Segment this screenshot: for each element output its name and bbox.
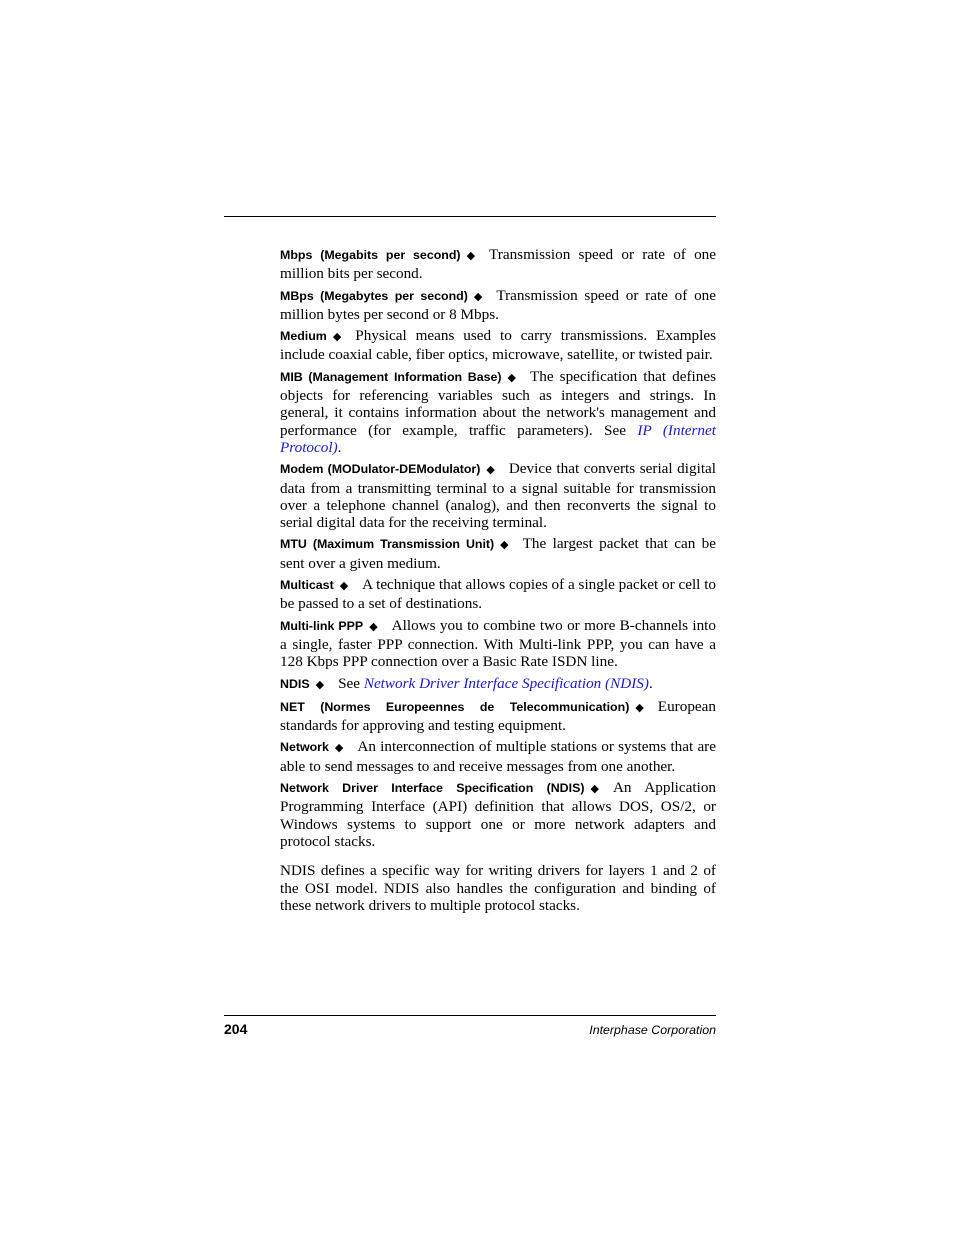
diamond-icon: ◆: [500, 539, 509, 552]
entry-term: Multicast: [280, 578, 334, 593]
glossary-entry: [280, 738, 716, 775]
see-label: See: [338, 674, 361, 692]
glossary-entry: [280, 617, 716, 671]
diamond-icon: ◆: [334, 742, 344, 755]
diamond-icon: ◆: [486, 464, 495, 477]
glossary-entry: [280, 779, 716, 850]
entry-term: NET (Normes Europeennes de Telecommunication): [280, 699, 630, 714]
ndis-link[interactable]: Network Driver Interface Specification (NDIS): [363, 674, 649, 692]
entry-term: Modem (MODulator-DEModulator): [280, 462, 481, 477]
entry-definition: A technique that allows copies of a single packet or cell to be passed to a set of destinations.: [280, 576, 717, 613]
entry-term: MTU (Maximum Transmission Unit): [280, 537, 495, 552]
entry-term: MIB (Management Information Base): [280, 369, 502, 384]
entry-definition: Physical means used to carry transmissions. Examples include coaxial cable, fiber optics, microwave, satellite, or twisted pair.: [280, 327, 716, 364]
entry-definition: An Application Programming Interface (API) definition that allows DOS, OS/2, or Windows systems to support one or more network adapters and protocol stacks.: [280, 779, 717, 850]
entry-definition: Device that converts serial digital data from a transmitting terminal to a signal suitable for transmission over a telephone channel (analog), and then reconverts the signal to serial digital data for the receiving terminal.: [280, 460, 716, 532]
entry-definition: European standards for approving and testing equipment.: [280, 697, 716, 735]
page-number: 204: [224, 1021, 248, 1037]
glossary-entry: [280, 535, 716, 572]
diamond-icon: ◆: [466, 250, 476, 262]
glossary-entry: [280, 698, 716, 735]
ip-protocol-link[interactable]: IP (Internet Protocol): [280, 421, 716, 456]
diamond-icon: ◆: [473, 290, 483, 303]
entry-term: Multi-link PPP: [280, 618, 364, 633]
ndis-paragraph: NDIS defines a specific way for writing drivers for layers 1 and 2 of the OSI model. NDIS also handles the configuration and binding of these network drivers to multiple protocol stacks.: [280, 862, 716, 914]
glossary-entry: [280, 287, 716, 324]
entry-term: Network Driver Interface Specification (NDIS): [280, 781, 585, 796]
header-rule: [224, 216, 716, 217]
glossary-entry: [280, 327, 716, 364]
glossary-entry: [280, 368, 716, 456]
glossary-entry: [280, 460, 716, 531]
entry-definition: The largest packet that can be sent over a given medium.: [280, 535, 716, 572]
diamond-icon: ◆: [507, 371, 517, 384]
entry-term: Mbps (Megabits per second): [280, 248, 461, 262]
entry-definition: Transmission speed or rate of one million bytes per second or 8 Mbps.: [280, 286, 716, 323]
entry-punctuation: .: [648, 674, 653, 692]
entry-term: Network: [280, 740, 329, 755]
company-name: Interphase Corporation: [589, 1023, 716, 1037]
diamond-icon: ◆: [369, 620, 378, 633]
entry-definition: The specification that defines objects for referencing variables such as integers and strings. In general, it contains information about the network's management and performance (for example, traffic parameters). See: [280, 367, 716, 439]
entry-definition: An interconnection of multiple stations or systems that are able to send messages to and receive messages from one another.: [280, 738, 716, 775]
glossary-entry: [280, 675, 716, 694]
glossary-entry: [280, 576, 716, 613]
diamond-icon: ◆: [635, 701, 644, 714]
diamond-icon: ◆: [332, 331, 342, 344]
entry-term: Medium: [280, 329, 327, 344]
entry-definition: Allows you to combine two or more B-channels into a single, faster PPP connection. With Multi-link PPP, you can have a 128 Kbps PPP connection over a Basic Rate ISDN line.: [280, 616, 716, 671]
entry-punctuation: .: [337, 438, 342, 456]
entry-term: NDIS: [280, 676, 310, 691]
diamond-icon: ◆: [315, 678, 325, 691]
entry-term: MBps (Megabytes per second): [280, 288, 468, 303]
diamond-icon: ◆: [590, 783, 599, 796]
glossary-content: [280, 246, 716, 914]
diamond-icon: ◆: [339, 580, 349, 593]
footer-rule: [224, 1015, 716, 1016]
entry-definition: Transmission speed or rate of one million bits per second.: [280, 246, 716, 283]
glossary-entry: [280, 246, 716, 283]
